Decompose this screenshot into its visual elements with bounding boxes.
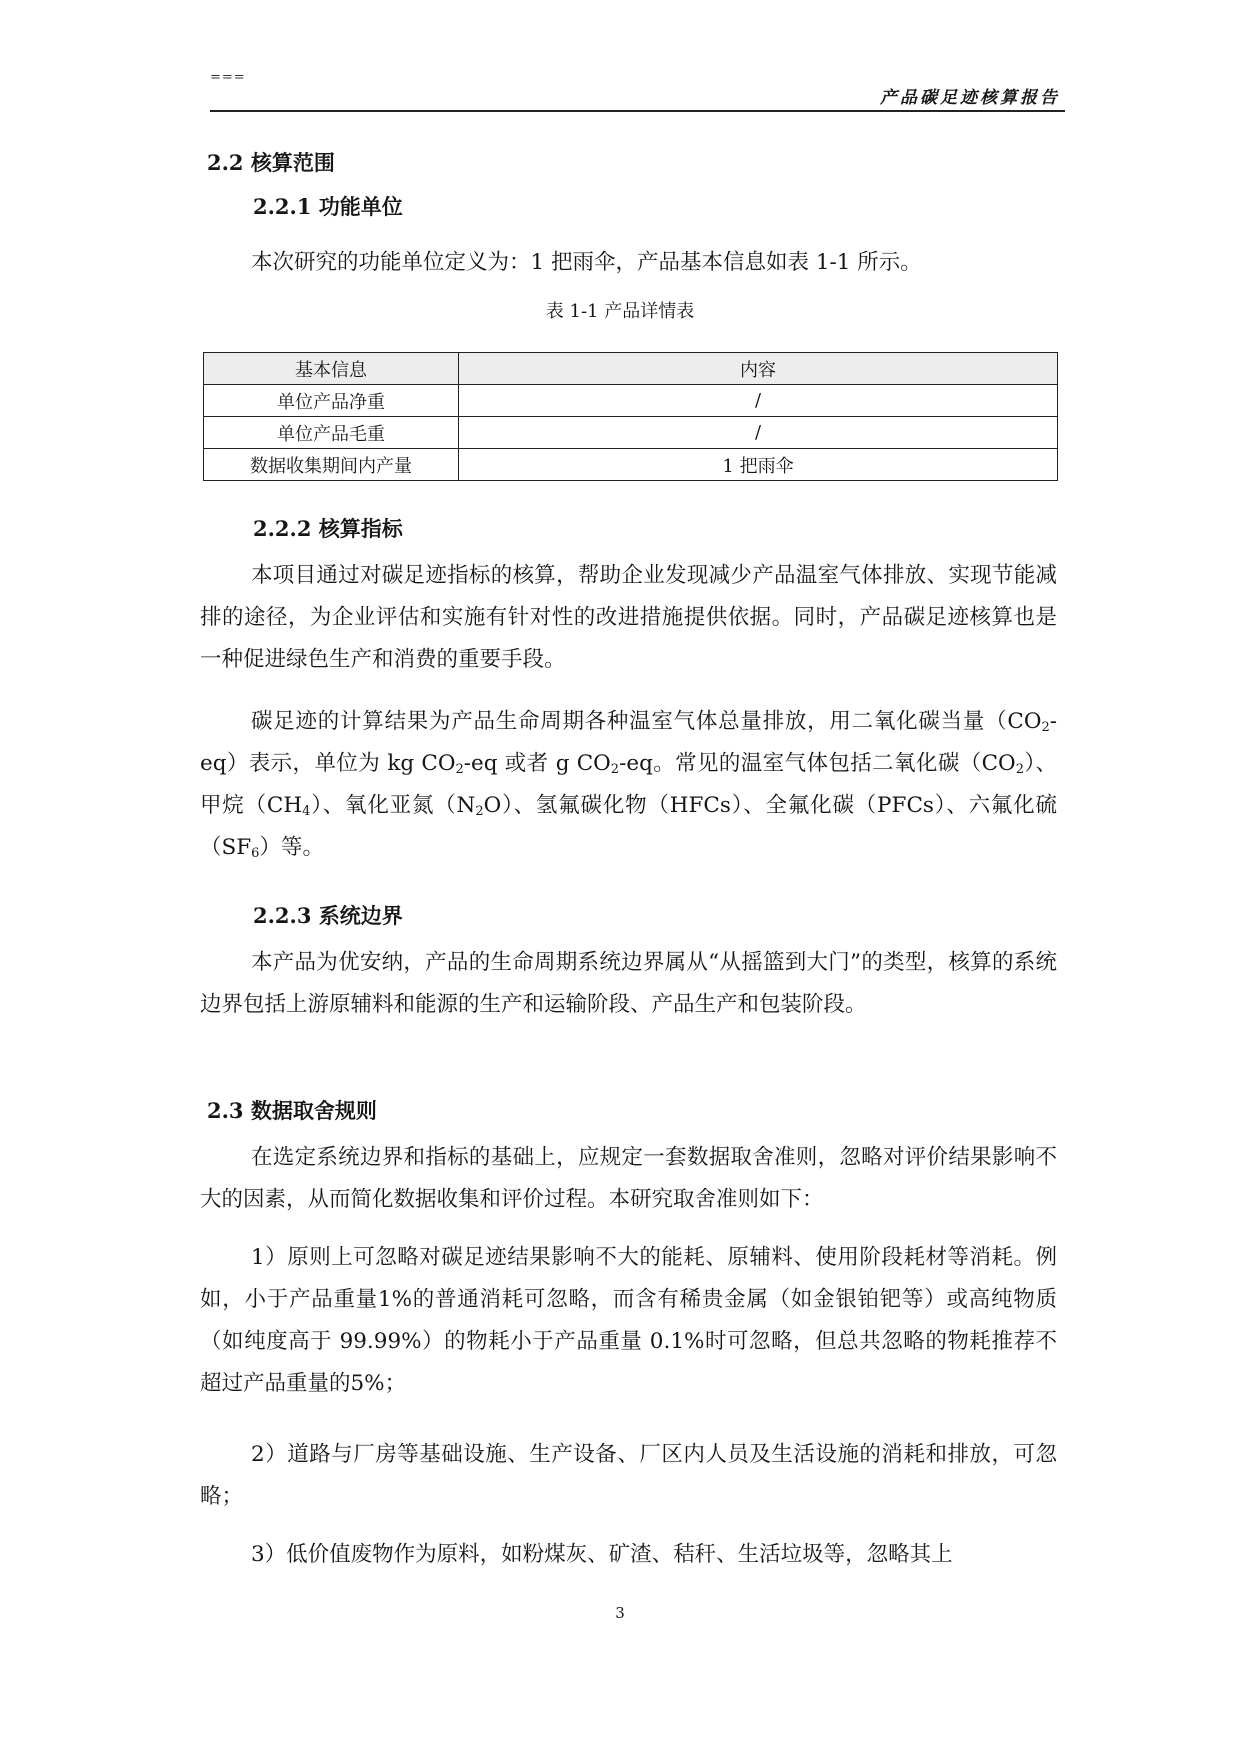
table-cell: 数据收集期间内产量: [204, 449, 459, 481]
header-title: 产品碳足迹核算报告: [880, 88, 1060, 108]
table-cell: 单位产品毛重: [204, 417, 459, 449]
boundary-paragraph: 本产品为优安纳，产品的生命周期系统边界属从“从摇篮到大门”的类型，核算的系统边界包括上游原辅料和能源的生产和运输阶段、产品生产和包装阶段。: [200, 950, 1057, 1017]
table-cell: /: [459, 417, 1058, 449]
table-row: [204, 385, 1058, 417]
table-header-row: [204, 353, 1058, 385]
cutoff-rule-2: 2）道路与厂房等基础设施、生产设备、厂区内人员及生活设施的消耗和排放，可忽略；: [200, 1442, 1057, 1509]
table-row: [204, 417, 1058, 449]
indicator-paragraph-1: 本项目通过对碳足迹指标的核算，帮助企业发现减少产品温室气体排放、实现节能减排的途径，为企业评估和实施有针对性的改进措施提供依据。同时，产品碳足迹核算也是一种促进绿色生产和消费的重要手段。: [200, 563, 1057, 672]
table-header-cell: 基本信息: [204, 353, 459, 385]
page-number: 3: [615, 1604, 625, 1622]
table-cell: 单位产品净重: [204, 385, 459, 417]
product-info-table: [203, 352, 1058, 481]
table-cell: 1 把雨伞: [459, 449, 1058, 481]
table-header-cell: 内容: [459, 353, 1058, 385]
header-divider: [210, 110, 1065, 112]
header-mark: ===: [210, 70, 246, 85]
functional-unit-paragraph: 本次研究的功能单位定义为：1 把雨伞，产品基本信息如表 1-1 所示。: [251, 250, 922, 275]
section-heading-2-2-3: 2.2.3 系统边界: [253, 903, 403, 928]
cutoff-intro-paragraph: 在选定系统边界和指标的基础上，应规定一套数据取舍准则，忽略对评价结果影响不大的因素，从而简化数据收集和评价过程。本研究取舍准则如下：: [200, 1145, 1057, 1212]
section-heading-2-2-1: 2.2.1 功能单位: [253, 194, 403, 219]
indicator-paragraph-2: 碳足迹的计算结果为产品生命周期各种温室气体总量排放，用二氧化碳当量$(CO_2-eq)$表示，单位为 kg $CO_2-eq$ 或者 g $CO_2-eq$。常见的温室气体包括二氧化碳$(CO_2)$、甲烷$(CH_4)$、氧化亚氮$(N_2O)$、氢氟碳化物（HFCs）、全氟化碳（PFCs）、六氟化硫$(SF_6)$等。: [200, 709, 1058, 861]
table-caption: 表 1-1 产品详情表: [545, 301, 695, 322]
table-row: [204, 449, 1058, 481]
section-heading-2-2: 2.2 核算范围: [207, 150, 335, 175]
section-heading-2-2-2: 2.2.2 核算指标: [253, 516, 403, 541]
cutoff-rule-1: 1）原则上可忽略对碳足迹结果影响不大的能耗、原辅料、使用阶段耗材等消耗。例如，小于产品重量1%的普通消耗可忽略，而含有稀贵金属（如金银铂钯等）或高纯物质（如纯度高于 99.99%）的物耗小于产品重量 0.1%时可忽略，但总共忽略的物耗推荐不超过产品重量的5%；: [200, 1245, 1057, 1396]
table-cell: /: [459, 385, 1058, 417]
section-heading-2-3: 2.3 数据取舍规则: [207, 1098, 377, 1123]
cutoff-rule-3: 3）低价值废物作为原料，如粉煤灰、矿渣、秸秆、生活垃圾等，忽略其上: [251, 1542, 953, 1567]
